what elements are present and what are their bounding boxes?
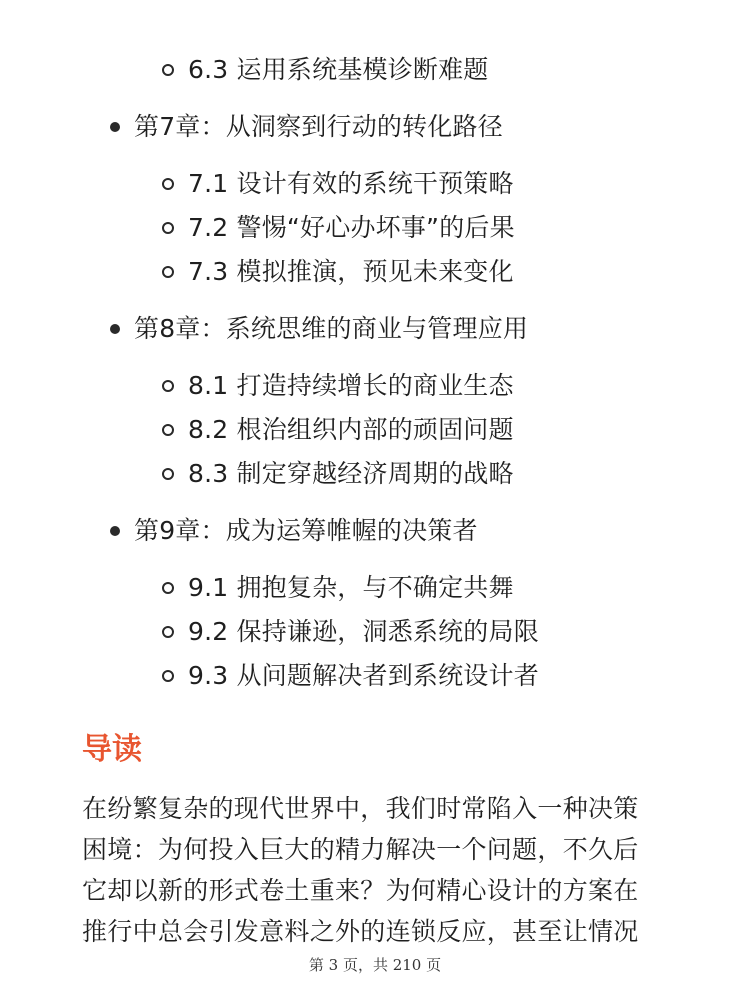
disc-bullet-icon [110,122,120,132]
circle-bullet-icon [162,468,174,480]
toc-section-9-1[interactable] [162,570,514,606]
toc-section-label: 6.3 运用系统基模诊断难题 [188,55,489,84]
circle-bullet-icon [162,626,174,638]
intro-paragraph [82,788,682,952]
disc-bullet-icon [110,526,120,536]
disc-bullet-icon [110,324,120,334]
circle-bullet-icon [162,178,174,190]
paragraph-line: 在纷繁复杂的现代世界中，我们时常陷入一种决策 [82,794,639,823]
circle-bullet-icon [162,64,174,76]
toc-chapter-label: 第9章：成为运筹帷幄的决策者 [134,516,478,545]
toc-chapter-9[interactable] [110,513,478,549]
toc-section-label: 8.2 根治组织内部的顽固问题 [188,415,514,444]
circle-bullet-icon [162,380,174,392]
toc-section-label: 8.1 打造持续增长的商业生态 [188,371,514,400]
toc-section-7-1[interactable] [162,166,514,202]
toc-chapter-8[interactable] [110,311,528,347]
toc-section-label: 9.1 拥抱复杂，与不确定共舞 [188,573,514,602]
toc-chapter-label: 第7章：从洞察到行动的转化路径 [134,112,503,141]
circle-bullet-icon [162,222,174,234]
toc-section-label: 7.3 模拟推演，预见未来变化 [188,257,514,286]
toc-section-label: 7.2 警惕“好心办坏事”的后果 [188,213,515,242]
circle-bullet-icon [162,670,174,682]
toc-section-label: 9.2 保持谦逊，洞悉系统的局限 [188,617,539,646]
toc-section-label: 9.3 从问题解决者到系统设计者 [188,661,539,690]
paragraph-line: 推行中总会引发意料之外的连锁反应，甚至让情况 [82,917,639,946]
toc-section-7-2[interactable] [162,210,515,246]
toc-chapter-7[interactable] [110,109,503,145]
toc-section-label: 8.3 制定穿越经济周期的战略 [188,459,514,488]
circle-bullet-icon [162,582,174,594]
toc-chapter-label: 第8章：系统思维的商业与管理应用 [134,314,529,343]
section-heading: 导读 [82,732,142,767]
toc-section-8-3[interactable] [162,456,514,492]
paragraph-line: 困境：为何投入巨大的精力解决一个问题，不久后 [82,835,639,864]
toc-section-label: 7.1 设计有效的系统干预策略 [188,169,514,198]
page-number-footer: 第 3 页，共 210 页 [308,956,442,974]
toc-section-8-1[interactable] [162,368,514,404]
toc-section-9-2[interactable] [162,614,539,650]
circle-bullet-icon [162,266,174,278]
toc-section-7-3[interactable] [162,254,514,290]
toc-section-6-3[interactable] [162,52,489,88]
toc-section-8-2[interactable] [162,412,514,448]
paragraph-line: 它却以新的形式卷土重来？为何精心设计的方案在 [82,876,639,905]
toc-section-9-3[interactable] [162,658,539,694]
circle-bullet-icon [162,424,174,436]
